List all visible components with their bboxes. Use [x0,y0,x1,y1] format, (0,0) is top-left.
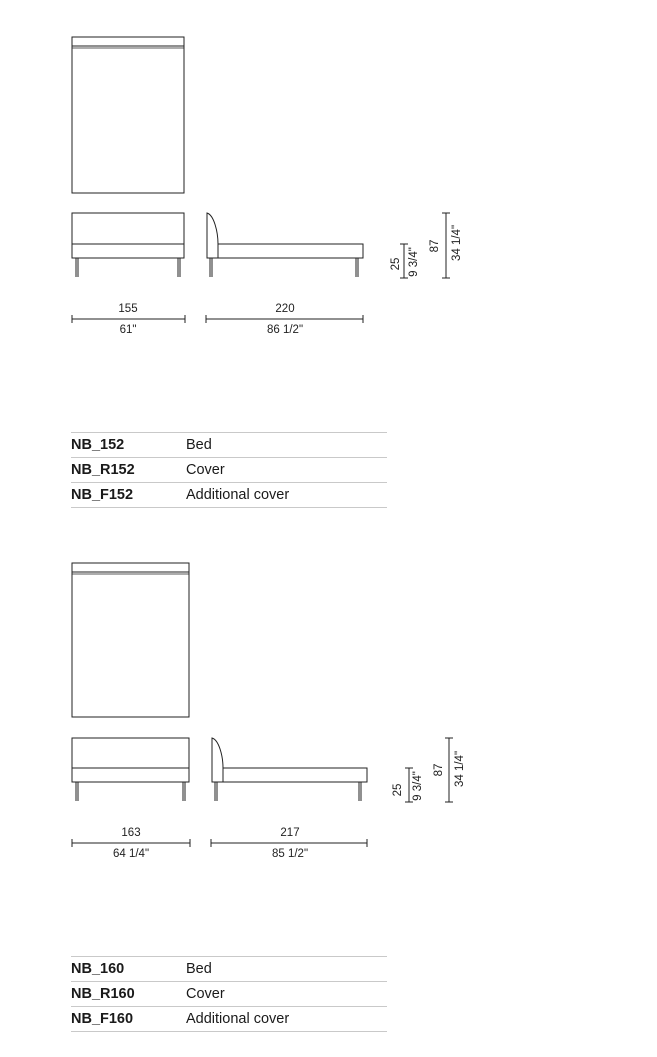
variant-a-seat-height-dimension [390,244,420,278]
variant-a-width-dimension [72,303,185,336]
variant-a-front-view [72,213,184,277]
variant-a-side-view [207,213,363,277]
variant-a-length-in: 86 1/2" [266,324,304,336]
variant-a-total-height-cm: 87 [429,239,441,253]
variant-a-top-view [72,37,184,193]
variant-a-seat-height-cm: 25 [390,257,402,271]
variant-b-top-view [72,563,189,717]
product-description: Cover [186,986,225,1002]
variant-b-side-view [212,738,367,801]
variant-a-total-height-in: 34 1/4" [451,224,463,262]
code-row [71,457,387,482]
code-row [71,956,387,981]
product-description: Additional cover [186,487,290,503]
variant-a-length-dimension [206,303,363,336]
variant-b-drawings [72,563,466,860]
variant-b-width-dimension [72,827,190,860]
variant-b-seat-height-dimension [392,768,424,802]
variant-b-length-in: 85 1/2" [271,848,309,860]
variant-a-width-cm: 155 [118,303,138,315]
variant-b-code-table [71,956,387,1032]
product-code: NB_F160 [71,1011,134,1027]
variant-a-drawings [72,37,463,336]
variant-b-seat-height-in: 9 3/4" [412,771,424,801]
product-description: Bed [186,437,212,453]
code-row [71,432,387,457]
product-code: NB_F152 [71,487,134,503]
code-row [71,482,387,508]
variant-b-front-view [72,738,189,801]
variant-b-total-height-dimension [433,738,466,802]
product-code: NB_R160 [71,986,135,1002]
product-description: Cover [186,462,225,478]
variant-a-total-height-dimension [429,213,463,278]
product-code: NB_152 [71,437,125,453]
product-code: NB_160 [71,961,125,977]
variant-b-seat-height-cm: 25 [392,783,404,797]
product-code: NB_R152 [71,462,135,478]
variant-b-width-cm: 163 [121,827,141,839]
product-description: Additional cover [186,1011,290,1027]
variant-b-total-height-cm: 87 [433,763,445,777]
variant-b-length-dimension [211,827,367,860]
variant-a-seat-height-in: 9 3/4" [408,247,420,277]
variant-b-total-height-in: 34 1/4" [454,750,466,788]
code-row [71,981,387,1006]
code-row [71,1006,387,1032]
variant-b-width-in: 64 1/4" [112,848,150,860]
variant-a-width-in: 61" [119,324,137,336]
variant-a-code-table [71,432,387,508]
variant-b-length-cm: 217 [280,827,300,839]
product-description: Bed [186,961,212,977]
variant-a-length-cm: 220 [275,303,295,315]
